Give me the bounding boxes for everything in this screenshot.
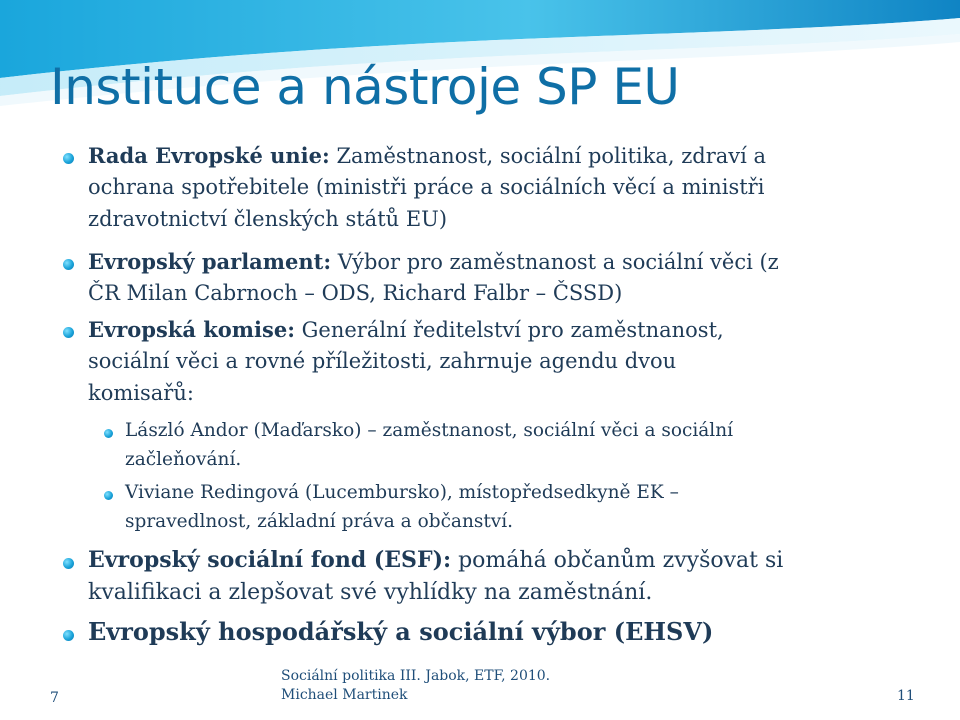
- sub-list-item-line: László Andor (Maďarsko) – zaměstnanost, sociální věci a sociální: [125, 420, 734, 441]
- list-item-line: zdravotnictví členských států EU): [88, 207, 448, 231]
- item-bold-heading: Evropský sociální fond (ESF):: [88, 547, 452, 573]
- list-item-line: sociální věci a rovné příležitosti, zahrnuje agendu dvou: [88, 349, 677, 373]
- sub-list-item-line: začleňování.: [125, 449, 242, 470]
- list-item-line: ochrana spotřebitele (ministři práce a sociálních věcí a ministři: [88, 175, 765, 199]
- footer-source-line-2: Michael Martinek: [281, 687, 408, 703]
- bullet-icon: [63, 327, 74, 338]
- sub-bullet-icon: [104, 429, 113, 438]
- list-item-line: [88, 547, 783, 573]
- item-text: Výbor pro zaměstnanost a sociální věci (z: [331, 250, 779, 274]
- bullet-icon: [63, 630, 74, 641]
- item-bold-heading: Rada Evropské unie:: [88, 143, 330, 168]
- list-item-line: [88, 249, 779, 274]
- sub-list-item-line: Viviane Redingová (Lucembursko), místopředsedkyně EK –: [125, 482, 679, 503]
- list-item-line: komisařů:: [88, 381, 194, 405]
- bullet-icon: [63, 259, 74, 270]
- slide-number-left: 7: [50, 690, 59, 706]
- list-item-line: [88, 143, 766, 168]
- item-bold-heading: Evropský parlament:: [88, 249, 332, 274]
- slide-title: Instituce a nástroje SP EU: [50, 58, 680, 116]
- list-item-line: [88, 617, 713, 646]
- bullet-icon: [63, 558, 74, 569]
- sub-list-item-line: spravedlnost, základní práva a občanství.: [125, 511, 514, 532]
- footer-source-line-1: Sociální politika III. Jabok, ETF, 2010.: [281, 668, 551, 684]
- list-item-line: kvalifikaci a zlepšovat své vyhlídky na zaměstnání.: [88, 580, 653, 605]
- sub-bullet-icon: [104, 491, 113, 500]
- item-bold-heading: Evropský hospodářský a sociální výbor (EHSV): [88, 617, 714, 646]
- item-text: Generální ředitelství pro zaměstnanost,: [294, 318, 724, 342]
- bullet-icon: [63, 153, 74, 164]
- page-number-right: 11: [897, 688, 915, 704]
- item-text: Zaměstnanost, sociální politika, zdraví a: [329, 144, 767, 168]
- list-item-line: [88, 317, 724, 342]
- list-item-line: ČR Milan Cabrnoch – ODS, Richard Falbr – ČSSD): [88, 281, 623, 305]
- item-text: pomáhá občanům zvyšovat si: [451, 548, 784, 573]
- item-bold-heading: Evropská komise:: [88, 317, 295, 342]
